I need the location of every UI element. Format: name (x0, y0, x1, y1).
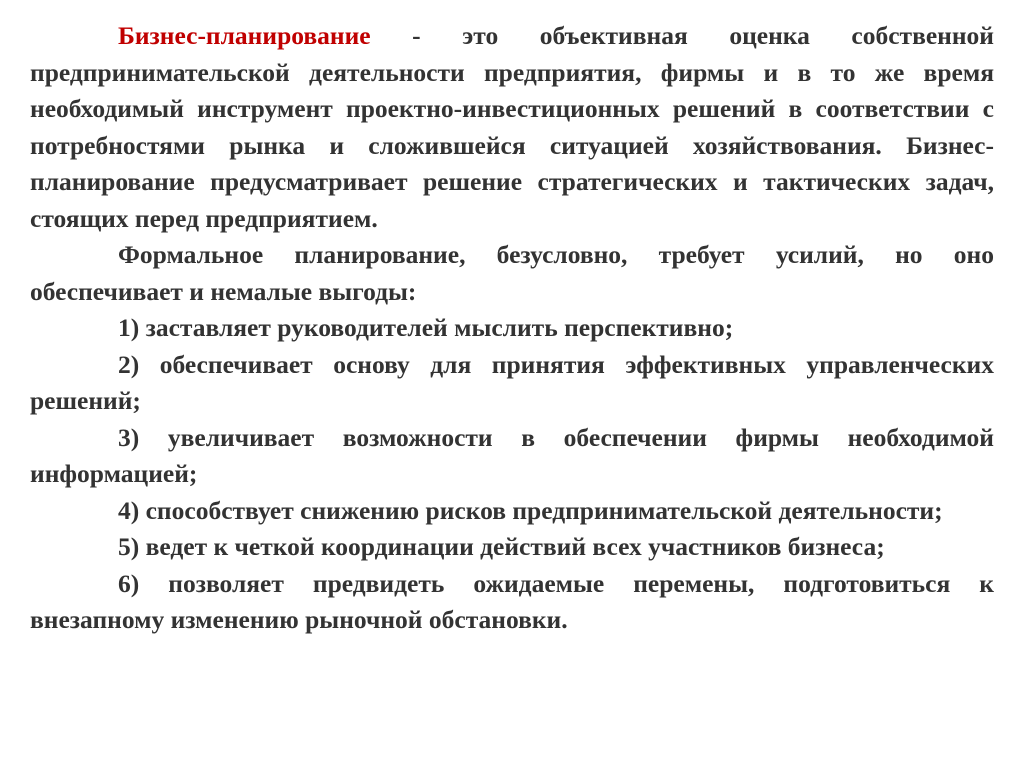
benefit-item-4: 4) способствует снижению рисков предпринимательской деятельности; (118, 495, 943, 525)
benefit-item-3: 3) увеличивает возможности в обеспечении фирмы необходимой информацией; (30, 422, 994, 488)
definition-text: - это объективная оценка собственной предпринимательской деятельности предприятия, фирмы и в то же время необходимый инструмент проектно-инвестиционных решений в соответствии с потребностями рынка и сложившейся ситуацией хозяйствования. Бизнес-планирование предусматривает решение стратегических и тактических задач, стоящих перед предприятием. (30, 21, 994, 233)
intro-paragraph: Формальное планирование, безусловно, требует усилий, но оно обеспечивает и немалые выгоды: (30, 240, 994, 306)
benefit-item-2: 2) обеспечивает основу для принятия эффективных управленческих решений; (30, 349, 994, 415)
benefit-item-1: 1) заставляет руководителей мыслить перспективно; (118, 313, 734, 342)
benefit-item-6: 6) позволяет предвидеть ожидаемые перемены, подготовиться к внезапному изменению рыночной обстановки. (30, 568, 994, 634)
slide-content (30, 18, 994, 639)
definition-paragraph (30, 18, 994, 237)
definition-term: Бизнес-планирование (118, 21, 371, 50)
benefit-item-5: 5) ведет к четкой координации действий всех участников бизнеса; (118, 532, 885, 561)
